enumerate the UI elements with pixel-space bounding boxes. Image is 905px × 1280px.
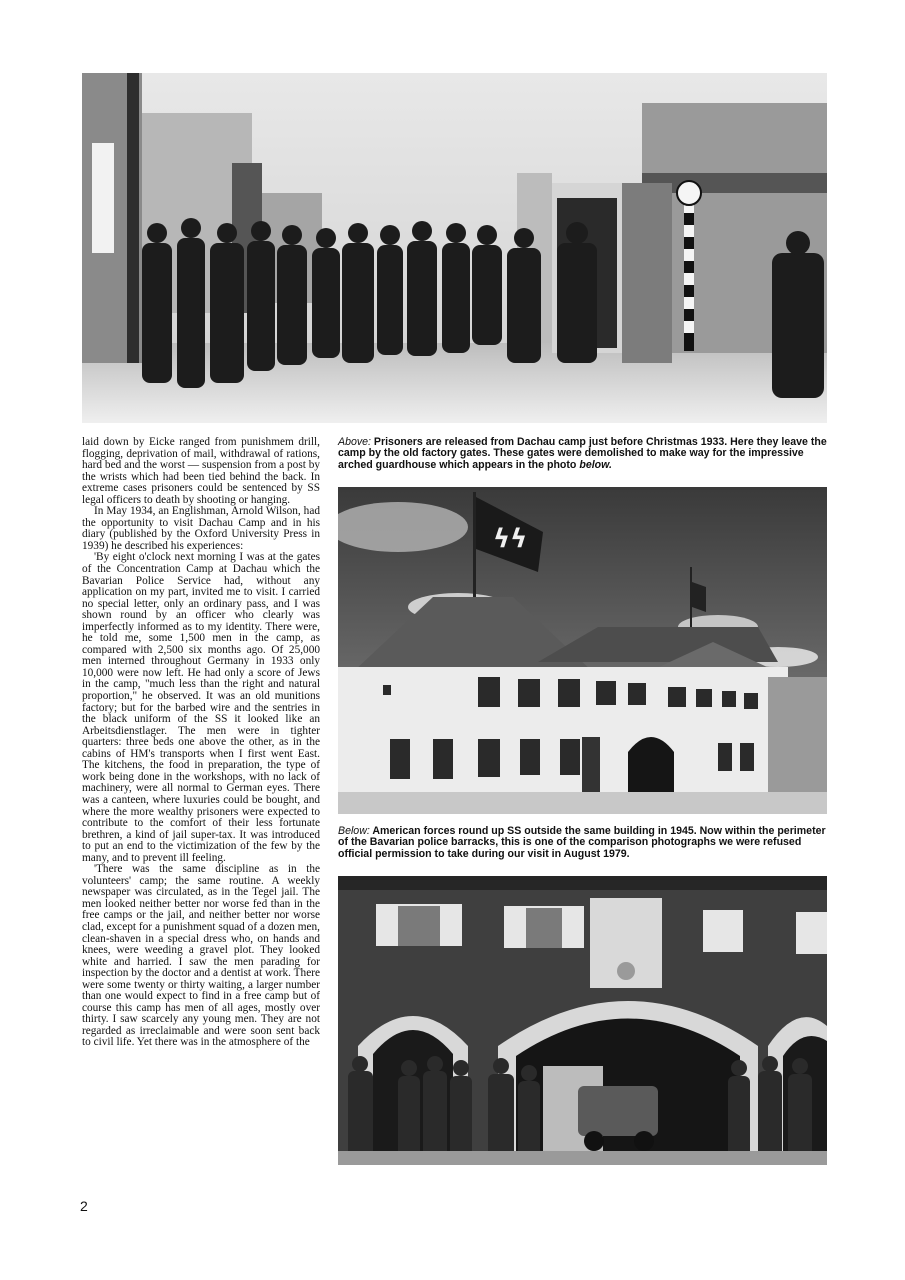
body-paragraph: laid down by Eicke ranged from punishmem drill, flogging, deprivation of mail, withdrawal of rations, hard bed and the worst — suspension from a post by the wrists which had been tied behind the back. In extreme cases prisoners could be sentenced by SS legal officers to death by shooting or hanging. xyxy=(82,437,320,506)
caption-lead: Above: xyxy=(338,436,371,448)
photograph-icon xyxy=(82,73,827,423)
article-body-column xyxy=(82,437,320,1177)
caption-text: Prisoners are released from Dachau camp just before Christmas 1933. Here they leave the camp by the old factory gates. These gates were demolished to make way for the impressive arched guardhouse which appears in the photo xyxy=(338,436,827,471)
caption-lead: Below: xyxy=(338,825,370,837)
photograph-icon xyxy=(338,876,827,1165)
body-paragraph: 'By eight o'clock next morning I was at the gates of the Concentration Camp at Dachau which the Bavarian Police Service had, without any application on my part, invited me to visit. I carried no special letter, only an ordinary pass, and I was shown round by an officer who clearly was imperfectly informed as to my identity. There were, he told me, some 1,500 men in the camp, as compared with 2,500 six months ago. Of 25,000 men interned throughout Germany in 1933 only 10,000 were now left. He had only a score of Jews in the camp, "much less than the right and natural proportion," he observed. It was an old munitions factory; but for the barbed wire and the sentries in the black uniform of the SS it looked like an Arbeitsdienstlager. The men were in tighter quarters: three beds one above the other, as in the cabins of HM's transports when I first went East. The kitchens, the food in preparation, the type of work being done in the workshops, with no lack of machinery, were all normal to German eyes. There was a canteen, where luxuries could be bought, and where the more wealthy prisoners were expected to contribute to the comfort of their less fortunate brethren, a kind of jail super-tax. It was introduced to put an end to the victimization of the few by the many, and to prevent ill feeling. xyxy=(82,551,320,864)
caption-text: American forces round up SS outside the same building in 1945. Now within the perimeter of the Bavarian police barracks, this is one of the comparison photographs we were refused official permission to take during our visit in August 1979. xyxy=(338,825,826,860)
body-paragraph: 'There was the same discipline as in the volunteers' camp; the same routine. A weekly newspaper was circulated, as in the Tegel jail. The men looked neither better nor worse fed than in the free camps or the jail, and neither better nor worse clad, except for a punishment squad of a dozen men, clean-shaven in a special dress who, on hands and knees, were weeding a gravel plot. They looked white and harried. I saw the men parading for inspection by the doctor and a dentist at work. There were some twenty or thirty waiting, a larger number than one would expect to find in a free camp but of course this camp has men of all ages, mostly over thirty. I saw scarcely any young men. They are not regarded as irreclaimable and were soon sent back to civil life. Yet there was in the atmosphere of the xyxy=(82,863,320,1049)
caption-above-photo xyxy=(338,437,830,471)
photo-guardhouse xyxy=(338,487,827,814)
photo-camp-gates xyxy=(82,73,827,423)
flag-symbol: ϟϟ xyxy=(493,524,528,554)
caption-below-photo xyxy=(338,826,830,860)
photograph-icon xyxy=(338,487,827,814)
photo-ss-roundup-1945 xyxy=(338,876,827,1165)
caption-emphasis: below. xyxy=(579,458,612,471)
body-paragraph: In May 1934, an Englishman, Arnold Wilson, had the opportunity to visit Dachau Camp and in his diary (published by the Oxford University Press in 1939) he described his experiences: xyxy=(82,505,320,552)
page-number: 2 xyxy=(80,1198,88,1214)
